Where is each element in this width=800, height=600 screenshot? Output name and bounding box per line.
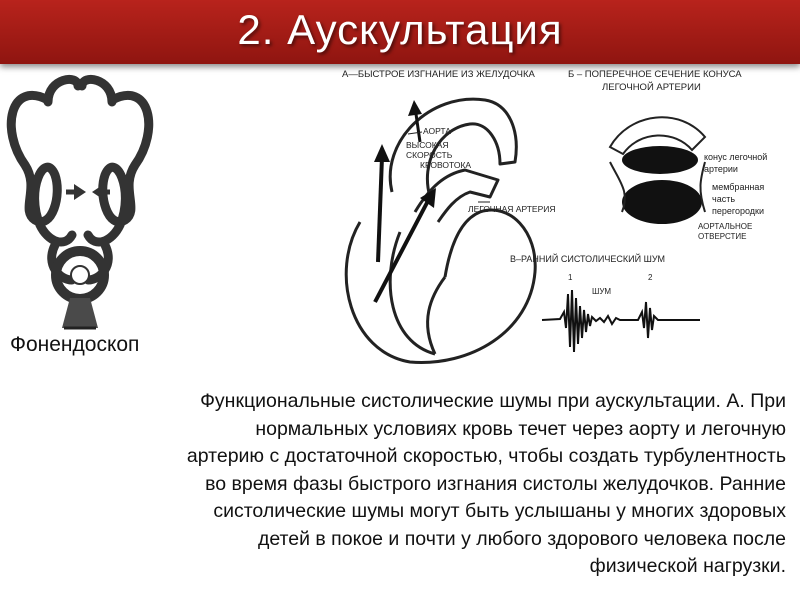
figure-label-a: А—БЫСТРОЕ ИЗГНАНИЕ ИЗ ЖЕЛУДОЧКА	[342, 69, 535, 80]
figure-label-b-line1: Б – ПОПЕРЕЧНОЕ СЕЧЕНИЕ КОНУСА	[568, 69, 742, 80]
pulmonary-artery-label: ЛЕГОЧНАЯ АРТЕРИЯ	[468, 204, 556, 214]
velocity-label-2: СКОРОСТЬ	[406, 150, 453, 160]
stethoscope-icon	[0, 70, 160, 335]
cross-section-diagram	[610, 117, 705, 224]
figure-label-b-line2: ЛЕГОЧНОЙ АРТЕРИИ	[602, 82, 701, 93]
aorta-label: АОРТА	[423, 126, 451, 136]
murmur-label: ШУМ	[592, 287, 612, 296]
caption-line: систолические шумы могут быть услышаны у многих здоровых	[213, 500, 786, 522]
stethoscope-label: Фонендоскоп	[10, 333, 140, 356]
cone-label-2: артерии	[704, 164, 738, 174]
velocity-label-3: КРОВОТОКА	[420, 160, 472, 170]
velocity-label-1: ВЫСОКАЯ	[406, 140, 449, 150]
sound1-label: 1	[568, 273, 573, 282]
septum-label-1: мембранная	[712, 182, 765, 192]
caption-line: детей в покое и почти у любого здорового человека после	[257, 527, 786, 550]
phonocardiogram-trace	[542, 290, 700, 352]
sound2-label: 2	[648, 273, 653, 282]
caption-line: нормальных условиях кровь течет через аорту и легочную	[255, 417, 786, 440]
septum-label-2: часть	[712, 194, 736, 204]
cone-label-1: конус легочной	[704, 152, 768, 162]
caption-line: Функциональные систолические шумы при аускультации. А. При	[200, 390, 786, 412]
aortic-label-2: ОТВЕРСТИЕ	[698, 232, 747, 241]
caption-line: физической нагрузки.	[589, 555, 786, 577]
title-bar	[0, 0, 800, 64]
aortic-label-1: АОРТАЛЬНОЕ	[698, 222, 753, 231]
slide-title: 2. Аускультация	[237, 6, 563, 53]
figure-label-c: В–РАННИЙ СИСТОЛИЧЕСКИЙ ШУМ	[510, 254, 666, 264]
caption-line: артерию с достаточной скоростью, чтобы создать турбулентность	[186, 445, 786, 467]
heart-murmur-figure	[320, 62, 780, 372]
caption-line: во время фазы быстрого изгнания систолы желудочков. Ранние	[205, 472, 786, 495]
caption	[14, 388, 786, 581]
septum-label-3: перегородки	[712, 206, 765, 216]
